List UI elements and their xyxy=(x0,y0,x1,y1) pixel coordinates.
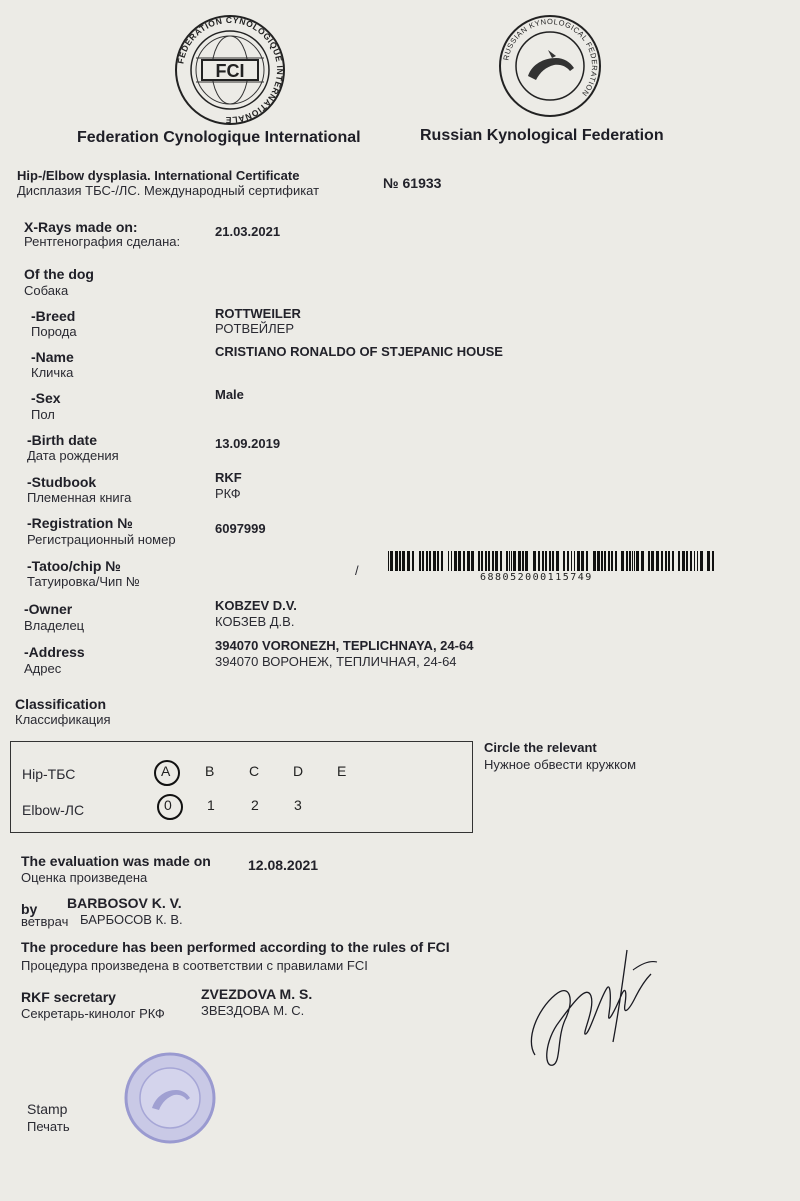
address-label-ru: Адрес xyxy=(24,661,62,676)
barcode-bar xyxy=(463,551,465,571)
hip-grade-c[interactable]: C xyxy=(249,763,260,779)
hip-grade-b[interactable]: B xyxy=(205,763,215,779)
barcode-bar xyxy=(700,551,703,571)
barcode-bar xyxy=(611,551,613,571)
barcode-bar xyxy=(577,551,580,571)
certificate-title-en: Hip-/Elbow dysplasia. International Certificate xyxy=(17,168,300,183)
name-value: CRISTIANO RONALDO OF STJEPANIC HOUSE xyxy=(215,344,503,359)
barcode-bar xyxy=(651,551,654,571)
studbook-value-en: RKF xyxy=(215,470,242,485)
registration-label-en: -Registration № xyxy=(27,515,133,531)
stamp-label-en: Stamp xyxy=(27,1101,68,1117)
xray-date: 21.03.2021 xyxy=(215,224,281,239)
by-label-en: by xyxy=(21,901,38,917)
barcode-bar xyxy=(390,551,393,571)
barcode-bar xyxy=(690,551,692,571)
birthdate-value: 13.09.2019 xyxy=(215,436,281,451)
chip-number: 688052000115749 xyxy=(480,572,593,583)
elbow-grade-1[interactable]: 1 xyxy=(207,797,215,813)
classification-label-ru: Классификация xyxy=(15,712,111,727)
evaluation-label-ru: Оценка произведена xyxy=(21,870,148,885)
studbook-value-ru: РКФ xyxy=(215,486,241,501)
tattoo-separator: / xyxy=(355,563,359,578)
signature xyxy=(515,930,675,1075)
barcode-bar xyxy=(485,551,487,571)
barcode-bar xyxy=(481,551,483,571)
by-label-ru: ветврач xyxy=(21,914,69,929)
registration-value: 6097999 xyxy=(215,521,266,536)
rkf-title: Russian Kynological Federation xyxy=(420,127,664,144)
breed-value-en: ROTTWEILER xyxy=(215,306,301,321)
breed-label-en: -Breed xyxy=(31,308,76,324)
barcode-bar xyxy=(641,551,644,571)
owner-value-ru: КОБЗЕВ Д.В. xyxy=(215,614,295,629)
barcode-bar xyxy=(621,551,624,571)
dog-label-en: Of the dog xyxy=(24,266,94,282)
barcode-bar xyxy=(454,551,457,571)
barcode-bar xyxy=(458,551,461,571)
dog-head-icon xyxy=(528,58,574,80)
sex-label-en: -Sex xyxy=(31,390,61,406)
barcode-bar xyxy=(488,551,490,571)
classification-box xyxy=(10,741,473,833)
breed-value-ru: РОТВЕЙЛЕР xyxy=(215,321,294,336)
barcode-bar xyxy=(437,551,439,571)
barcode-bar xyxy=(500,551,502,571)
barcode-bar xyxy=(492,551,494,571)
barcode-bar xyxy=(478,551,480,571)
secretary-label-ru: Секретарь-кинолог РКФ xyxy=(21,1006,165,1021)
elbow-grade-2[interactable]: 2 xyxy=(251,797,259,813)
barcode-bar xyxy=(626,551,628,571)
secretary-label-en: RKF secretary xyxy=(21,989,116,1005)
barcode-bar xyxy=(451,551,452,571)
barcode-bar xyxy=(668,551,670,571)
barcode-bar xyxy=(597,551,600,571)
barcode-bar xyxy=(604,551,606,571)
barcode-bar xyxy=(601,551,603,571)
barcode-bar xyxy=(686,551,688,571)
elbow-grade-3[interactable]: 3 xyxy=(294,797,302,813)
barcode-bar xyxy=(615,551,617,571)
barcode-bar xyxy=(552,551,554,571)
vet-name-ru: БАРБОСОВ К. В. xyxy=(80,912,183,927)
evaluation-label-en: The evaluation was made on xyxy=(21,853,211,869)
barcode-bar xyxy=(522,551,524,571)
barcode-bar xyxy=(525,551,528,571)
sex-value: Male xyxy=(215,387,244,402)
owner-value-en: KOBZEV D.V. xyxy=(215,598,297,613)
barcode-bar xyxy=(429,551,431,571)
elbow-grade-0[interactable]: 0 xyxy=(164,797,172,813)
barcode-bar xyxy=(533,551,536,571)
studbook-label-en: -Studbook xyxy=(27,474,97,490)
hip-grade-a[interactable]: A xyxy=(161,763,171,779)
hip-grade-e[interactable]: E xyxy=(337,763,347,779)
name-label-ru: Кличка xyxy=(31,365,74,380)
chip-label-en: -Tatoo/chip № xyxy=(27,558,121,574)
barcode-bar xyxy=(574,551,575,571)
barcode-bar xyxy=(632,551,633,571)
hip-label: Hip-ТБС xyxy=(22,766,76,782)
barcode-bar xyxy=(506,551,508,571)
barcode-bar xyxy=(471,551,474,571)
stamp-label-ru: Печать xyxy=(27,1119,70,1134)
barcode-bar xyxy=(509,551,510,571)
chip-barcode xyxy=(388,551,718,571)
rkf-stamp xyxy=(124,1052,216,1144)
fci-logo xyxy=(170,14,290,126)
barcode-bar xyxy=(407,551,410,571)
sex-label-ru: Пол xyxy=(31,407,55,422)
hip-grade-d[interactable]: D xyxy=(293,763,304,779)
barcode-bar xyxy=(634,551,635,571)
barcode-bar xyxy=(545,551,547,571)
procedure-ru: Процедура произведена в соответствии с правилами FCI xyxy=(21,958,368,973)
classification-label-en: Classification xyxy=(15,696,107,712)
barcode-bar xyxy=(563,551,565,571)
breed-label-ru: Порода xyxy=(31,324,77,339)
barcode-bar xyxy=(495,551,498,571)
barcode-bar xyxy=(567,551,569,571)
barcode-bar xyxy=(682,551,685,571)
barcode-bar xyxy=(661,551,663,571)
barcode-bar xyxy=(518,551,521,571)
address-label-en: -Address xyxy=(24,644,85,660)
barcode-bar xyxy=(672,551,674,571)
barcode-bar xyxy=(433,551,436,571)
barcode-bar xyxy=(581,551,584,571)
barcode-bar xyxy=(542,551,544,571)
barcode-bar xyxy=(636,551,639,571)
studbook-label-ru: Племенная книга xyxy=(27,490,132,505)
barcode-bar xyxy=(629,551,631,571)
birthdate-label-en: -Birth date xyxy=(27,432,97,448)
barcode-bar xyxy=(448,551,449,571)
barcode-bar xyxy=(678,551,680,571)
barcode-bar xyxy=(513,551,516,571)
xray-label-ru: Рентгенография сделана: xyxy=(24,234,181,249)
secretary-name-ru: ЗВЕЗДОВА М. С. xyxy=(201,1003,305,1018)
fci-title: Federation Cynologique International xyxy=(77,129,361,146)
barcode-bar xyxy=(441,551,443,571)
address-value-ru: 394070 ВОРОНЕЖ, ТЕПЛИЧНАЯ, 24-64 xyxy=(215,654,457,669)
dog-label-ru: Собака xyxy=(24,283,69,298)
barcode-bar xyxy=(538,551,540,571)
barcode-bar xyxy=(412,551,414,571)
barcode-bar xyxy=(399,551,401,571)
evaluation-date: 12.08.2021 xyxy=(248,857,319,873)
name-label-en: -Name xyxy=(31,349,74,365)
chip-label-ru: Татуировка/Чип № xyxy=(27,574,140,589)
secretary-name-en: ZVEZDOVA M. S. xyxy=(201,986,313,1002)
barcode-bar xyxy=(593,551,596,571)
procedure-en: The procedure has been performed according to the rules of FCI xyxy=(21,939,450,955)
fci-seal-text: FEDERATION CYNOLOGIQUE INTERNATIONALE xyxy=(175,14,286,126)
barcode-bar xyxy=(419,551,421,571)
barcode-bar xyxy=(395,551,398,571)
certificate-title-ru: Дисплазия ТБС-/ЛС. Международный сертификат xyxy=(17,183,320,198)
barcode-bar xyxy=(556,551,559,571)
barcode-bar xyxy=(402,551,405,571)
owner-label-ru: Владелец xyxy=(24,618,85,633)
barcode-bar xyxy=(694,551,695,571)
barcode-bar xyxy=(707,551,710,571)
barcode-bar xyxy=(648,551,650,571)
owner-label-en: -Owner xyxy=(24,601,73,617)
barcode-bar xyxy=(511,551,512,571)
barcode-bar xyxy=(549,551,551,571)
barcode-bar xyxy=(697,551,698,571)
barcode-bar xyxy=(388,551,389,571)
barcode-bar xyxy=(608,551,610,571)
barcode-bar xyxy=(422,551,424,571)
vet-name-en: BARBOSOV K. V. xyxy=(67,895,182,911)
registration-label-ru: Регистрационный номер xyxy=(27,532,176,547)
fci-logo-text: FCI xyxy=(215,61,245,81)
barcode-bar xyxy=(665,551,667,571)
xray-label-en: X-Rays made on: xyxy=(24,219,138,235)
address-value-en: 394070 VORONEZH, TEPLICHNAYA, 24-64 xyxy=(215,638,474,653)
elbow-label: Elbow-ЛС xyxy=(22,802,85,818)
circle-note-ru: Нужное обвести кружком xyxy=(484,757,637,772)
circle-note-en: Circle the relevant xyxy=(484,740,597,755)
barcode-bar xyxy=(712,551,714,571)
barcode-bar xyxy=(656,551,659,571)
rkf-logo xyxy=(490,14,610,118)
barcode-bar xyxy=(586,551,588,571)
certificate-number: № 61933 xyxy=(383,175,442,191)
barcode-bar xyxy=(426,551,428,571)
barcode-bar xyxy=(571,551,572,571)
birthdate-label-ru: Дата рождения xyxy=(27,448,119,463)
barcode-bar xyxy=(467,551,470,571)
rkf-seal-text: RUSSIAN KYNOLOGICAL FEDERATION xyxy=(501,16,600,99)
